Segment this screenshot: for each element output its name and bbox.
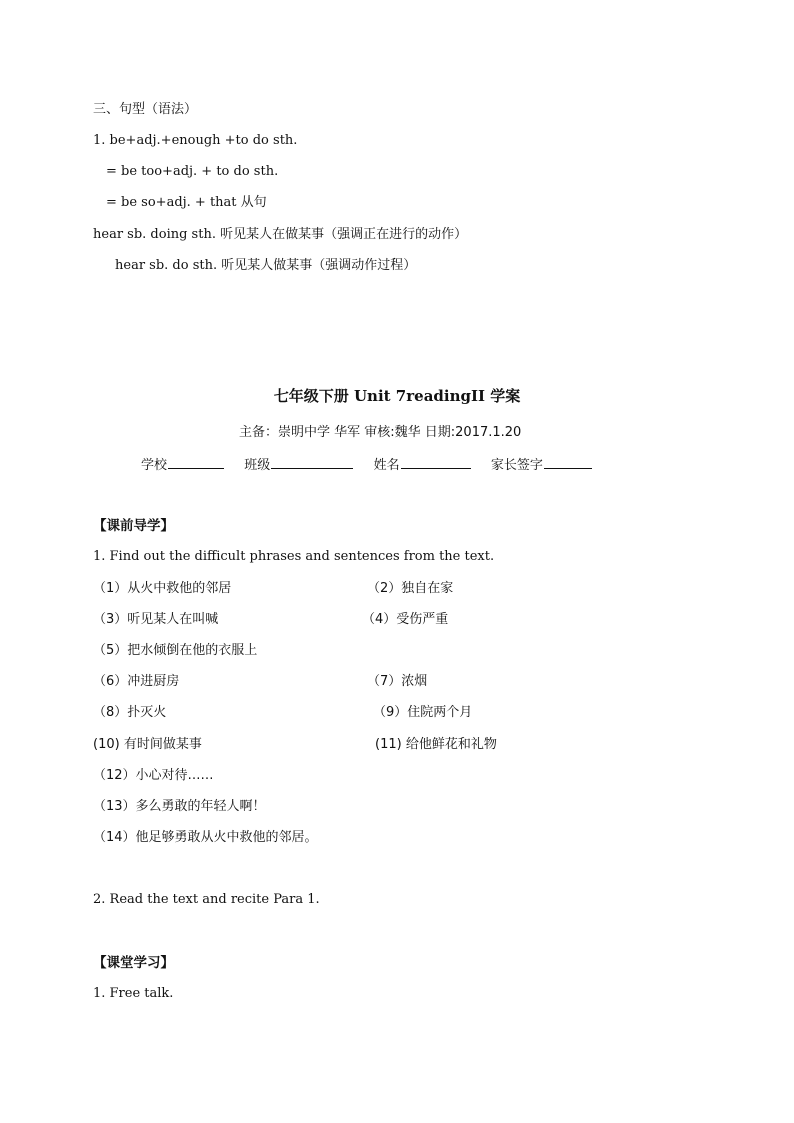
preclass-task-2: 2. Read the text and recite Para 1. (93, 892, 320, 907)
grammar-line-5: hear sb. do sth. 听见某人做某事（强调动作过程） (115, 258, 417, 273)
phrase-item: （5）把水倾倒在他的衣服上 (93, 643, 258, 658)
parent-signature-blank[interactable] (544, 455, 592, 469)
phrase-item: （4）受伤严重 (362, 612, 449, 627)
class-blank[interactable] (271, 455, 353, 469)
school-label: 学校 (141, 458, 168, 473)
class-label: 班级 (244, 458, 271, 473)
phrase-item: （9）住院两个月 (373, 705, 473, 720)
info-fields (141, 455, 592, 475)
phrase-item: （6）冲进厨房 (93, 674, 180, 689)
phrase-item: （1）从火中救他的邻居 (93, 581, 232, 596)
worksheet-title: 七年级下册 Unit 7readingII 学案 (273, 387, 521, 405)
grammar-heading: 三、句型（语法） (93, 102, 198, 117)
grammar-line-2: = be too+adj. + to do sth. (106, 164, 279, 179)
inclass-task-1: 1. Free talk. (93, 986, 174, 1001)
phrase-item: （3）听见某人在叫喊 (93, 612, 219, 627)
name-label: 姓名 (373, 458, 400, 473)
school-blank[interactable] (168, 455, 224, 469)
phrase-item: (10) 有时间做某事 (93, 737, 202, 752)
inclass-heading: 【课堂学习】 (93, 955, 174, 971)
author-meta: 主备：崇明中学 华军 审核:魏华 日期:2017.1.20 (239, 425, 522, 440)
phrase-item: （8）扑灭火 (93, 705, 167, 720)
grammar-line-1: 1. be+adj.+enough +to do sth. (93, 133, 298, 148)
grammar-line-4: hear sb. doing sth. 听见某人在做某事（强调正在进行的动作） (93, 227, 468, 242)
phrase-item: （2）独自在家 (367, 581, 454, 596)
phrase-item: (11) 给他鲜花和礼物 (375, 737, 497, 752)
preclass-task-1: 1. Find out the difficult phrases and sentences from the text. (93, 549, 495, 564)
phrase-item: （14）他足够勇敢从火中救他的邻居。 (93, 830, 318, 845)
phrase-item: （7）浓烟 (367, 674, 428, 689)
grammar-line-3: = be so+adj. + that 从句 (106, 195, 267, 210)
phrase-item: （13）多么勇敢的年轻人啊！ (93, 799, 266, 814)
preclass-heading: 【课前导学】 (93, 518, 174, 534)
phrase-item: （12）小心对待…… (93, 768, 214, 783)
parent-signature-label: 家长签字 (490, 458, 543, 473)
name-blank[interactable] (401, 455, 471, 469)
